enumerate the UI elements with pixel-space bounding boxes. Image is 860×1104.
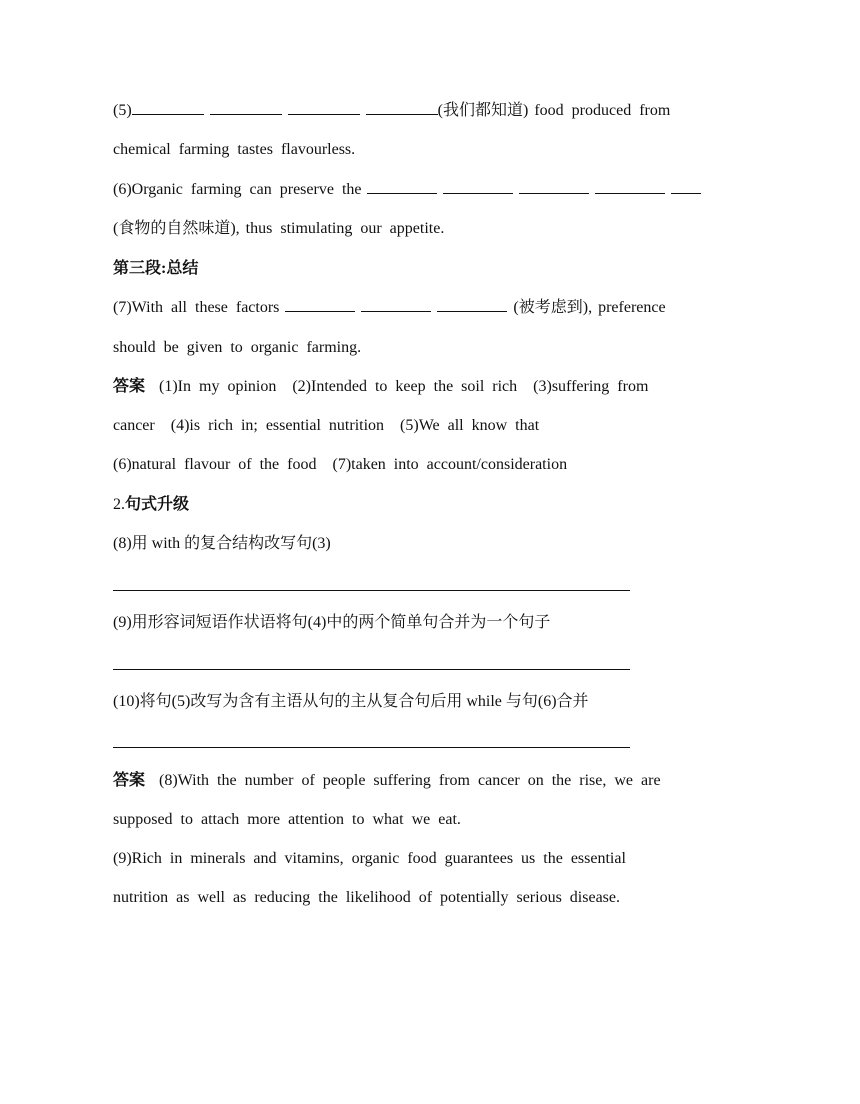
answer-1-line-2: cancer (4)is rich in; essential nutrition (5)We all know that <box>113 417 540 434</box>
blank-field[interactable] <box>288 100 360 115</box>
answer-1-line-1 <box>113 376 648 398</box>
blank-field[interactable] <box>366 100 438 115</box>
question-7-hint: (被考虑到), <box>513 299 593 316</box>
answer-2-line-2: supposed to attach more attention to what we eat. <box>113 811 461 828</box>
blank-field[interactable] <box>519 179 589 194</box>
answer-line-8[interactable] <box>113 590 630 591</box>
answer-line-10[interactable] <box>113 747 630 748</box>
question-10: (10)将句(5)改写为含有主语从句的主从复合句后用 while 与句(6)合并 <box>113 693 589 710</box>
blank-field[interactable] <box>285 297 355 312</box>
question-6-head: (6)Organic farming can preserve the <box>113 181 362 198</box>
section-3-heading <box>113 258 198 280</box>
answer-1-line-3: (6)natural flavour of the food (7)taken into account/consideration <box>113 456 568 473</box>
blank-field[interactable] <box>437 297 507 312</box>
question-7-head: (7)With all these factors <box>113 299 280 316</box>
question-5-hint: (我们都知道) <box>437 102 529 119</box>
question-5-tail: food produced from <box>534 102 671 119</box>
answer-1-text-1: (1)In my opinion (2)Intended to keep the soil rich (3)suffering from <box>159 378 649 395</box>
question-5-continuation: chemical farming tastes flavourless. <box>113 141 356 158</box>
question-9: (9)用形容词短语作状语将句(4)中的两个简单句合并为一个句子 <box>113 614 551 631</box>
section-2-heading <box>113 494 189 516</box>
section-3-title-b: 总结 <box>166 260 199 277</box>
question-7-continuation: should be given to organic farming. <box>113 339 362 356</box>
question-5-line <box>113 100 670 122</box>
blank-field[interactable] <box>367 179 437 194</box>
question-7-line <box>113 297 666 319</box>
answer-2-line-4: nutrition as well as reducing the likelihood of potentially serious disease. <box>113 889 621 906</box>
answer-label: 答案 <box>113 772 146 789</box>
blank-field[interactable] <box>361 297 431 312</box>
blank-field[interactable] <box>443 179 513 194</box>
blank-field[interactable] <box>210 100 282 115</box>
question-7-tail: preference <box>598 299 666 316</box>
answer-2-text-1: (8)With the number of people suffering from cancer on the rise, we are <box>159 772 661 789</box>
answer-2-line-1 <box>113 770 661 792</box>
question-5-number: (5) <box>113 102 132 119</box>
section-2-title: 句式升级 <box>125 496 190 513</box>
answer-label: 答案 <box>113 378 146 395</box>
answer-line-9[interactable] <box>113 669 630 670</box>
blank-field[interactable] <box>132 100 204 115</box>
question-8: (8)用 with 的复合结构改写句(3) <box>113 535 331 552</box>
section-3-colon: : <box>161 260 167 277</box>
question-6-tail: thus stimulating our appetite. <box>245 220 445 237</box>
blank-field[interactable] <box>671 179 701 194</box>
section-2-number: 2. <box>113 496 125 513</box>
section-3-title-a: 第三段 <box>113 260 162 277</box>
question-6-continuation <box>113 218 444 240</box>
question-6-hint: (食物的自然味道), <box>113 220 240 237</box>
answer-2-line-3: (9)Rich in minerals and vitamins, organic food guarantees us the essential <box>113 850 626 867</box>
question-6-line <box>113 179 701 201</box>
blank-field[interactable] <box>595 179 665 194</box>
